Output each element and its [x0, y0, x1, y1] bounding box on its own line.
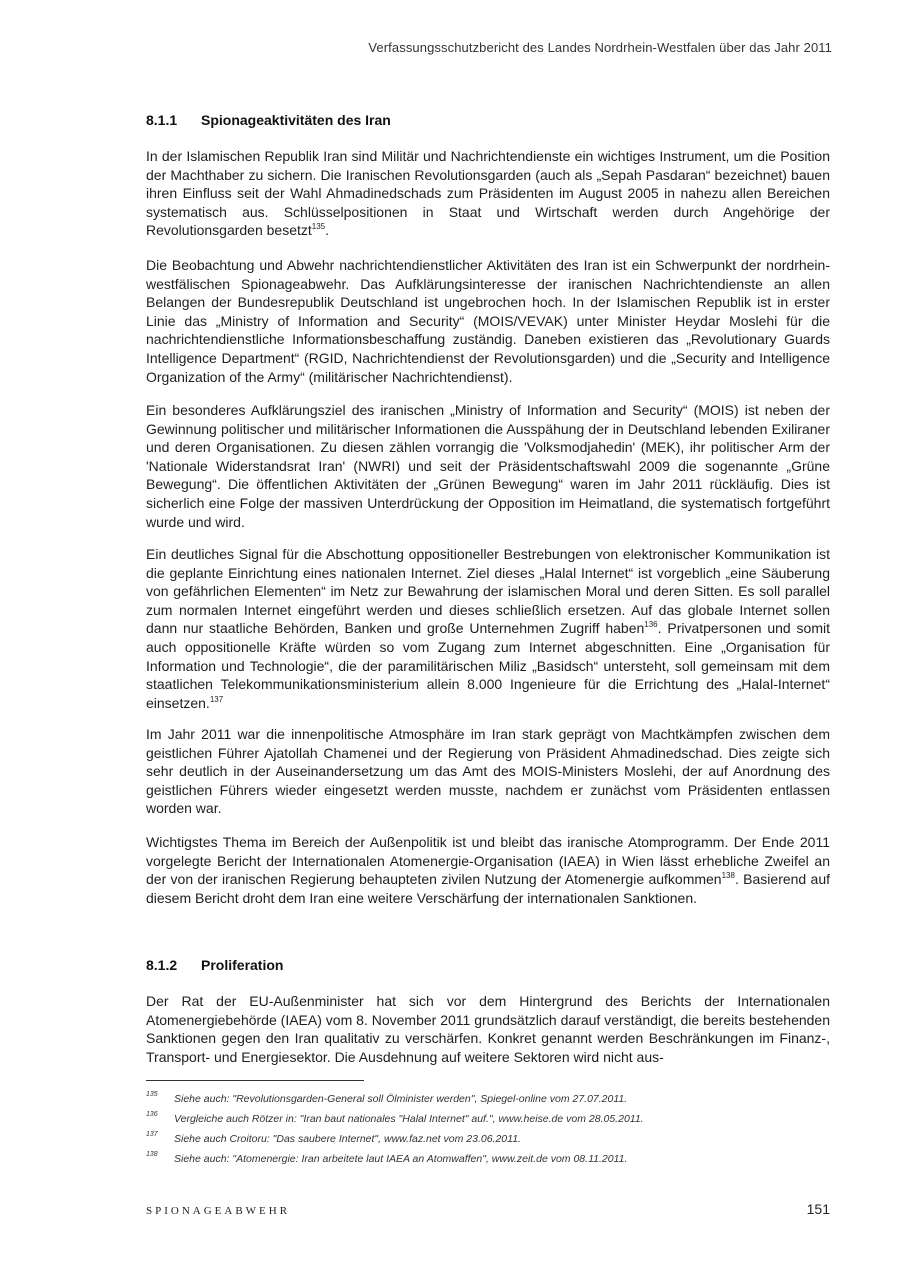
paragraph-4: Ein deutliches Signal für die Abschottung oppositioneller Bestrebungen von elektronischer Kommunikation ist die geplante Einrichtung eines nationalen Internet. Ziel dieses „Halal Internet“ ist vorgeblich „eine Säuberung von gefährlichen Elementen“ im Netz zur Bewahrung der islamischen Moral und deren Sitten. Es soll parallel zum normalen Internet eingeführt werden und dieses schließlich ersetzen. Auf das globale Internet sollen dann nur staatliche Behörden, Banken und große Unternehmen Zugriff haben$^{136}$. Privatpersonen und somit auch oppositionelle Kräfte würden so vom Zugang zum Internet abgeschnitten. Eine „Organisation für Information und Technologie“, die der paramilitärischen Miliz „Basidsch“ untersteht, soll gemeinsam mit dem staatlichen Telekommunikationsministerium allein 8.000 Ingenieure für die Errichtung des „Halal-Internet“ einsetzen.$^{137}$: [146, 546, 830, 711]
section-title: Proliferation: [201, 957, 284, 973]
paragraph-5: Im Jahr 2011 war die innenpolitische Atmosphäre im Iran stark geprägt von Machtkämpfen zwischen dem geistlichen Führer Ajatollah Chamenei und der Regierung von Präsident Ahmadinedschad. Dies zeigte sich sehr deutlich in der Auseinandersetzung um das Amt des MOIS-Ministers Moslehi, der auf Anordnung des geistlichen Führers wieder eingesetzt werden musste, nachdem er zunächst vom Präsidenten entlassen worden war.: [146, 726, 830, 817]
footnote-text: Siehe auch: "Revolutionsgarden-General soll Ölminister werden", Spiegel-online vom 27.07.2011.: [174, 1093, 628, 1105]
footnote: [146, 1112, 830, 1132]
footnote-ref-137: 137: [209, 694, 224, 704]
footnote-ref-135: 135: [311, 222, 326, 232]
section-number: 8.1.1: [146, 112, 178, 128]
footnote-number: 138: [146, 1151, 158, 1158]
footnote: [146, 1132, 830, 1152]
footer-label: SPIONAGEABWEHR: [146, 1205, 291, 1217]
footnotes: [146, 1092, 830, 1172]
footnote-number: 135: [146, 1091, 158, 1098]
section-number: 8.1.2: [146, 957, 178, 973]
footnote-number: 137: [146, 1131, 158, 1138]
section-heading-spionage: [146, 112, 391, 128]
footnote-text: Vergleiche auch Rötzer in: "Iran baut nationales "Halal Internet" auf.", www.heise.de vom 28.05.2011.: [174, 1113, 644, 1125]
footnote-divider: [146, 1080, 364, 1081]
footnote: [146, 1092, 830, 1112]
footnote-ref-138: 138: [721, 871, 735, 881]
page-number: 151: [806, 1201, 830, 1217]
section-heading-proliferation: [146, 957, 283, 973]
footnote-ref-136: 136: [644, 620, 658, 630]
paragraph-7: Der Rat der EU-Außenminister hat sich vor dem Hintergrund des Berichts der Internationalen Atomenergiebehörde (IAEA) vom 8. November 2011 grundsätzlich darauf verständigt, die bereits bestehenden Sanktionen gegen den Iran qualitativ zu verschärfen. Konkret genannt werden Beschränkungen im Finanz-, Transport- und Energiesektor. Die Ausdehnung auf weitere Sektoren wird nicht aus-: [146, 993, 830, 1065]
footnote: [146, 1152, 830, 1172]
footnote-number: 136: [146, 1111, 158, 1118]
section-title: Spionageaktivitäten des Iran: [201, 112, 391, 128]
running-header: Verfassungsschutzbericht des Landes Nordrhein-Westfalen über das Jahr 2011: [368, 40, 832, 55]
paragraph-6: Wichtigstes Thema im Bereich der Außenpolitik ist und bleibt das iranische Atomprogramm. Der Ende 2011 vorgelegte Bericht der Internationalen Atomenergie-Organisation (IAEA) in Wien lässt erhebliche Zweifel an der von der iranischen Regierung behaupteten zivilen Nutzung der Atomenergie aufkommen$^{138}$. Basierend auf diesem Bericht droht dem Iran eine weitere Verschärfung der internationalen Sanktionen.: [146, 834, 830, 906]
footnote-text: Siehe auch Croitoru: "Das saubere Internet", www.faz.net vom 23.06.2011.: [174, 1133, 521, 1145]
footnote-text: Siehe auch: "Atomenergie: Iran arbeitete laut IAEA an Atomwaffen", www.zeit.de vom 08.11.2011.: [174, 1153, 628, 1165]
paragraph-1: In der Islamischen Republik Iran sind Militär und Nachrichtendienste ein wichtiges Instrument, um die Position der Machthaber zu sichern. Die Iranischen Revolutionsgarden (auch als „Sepah Pasdaran“ bezeichnet) bauen ihren Einfluss seit der Wahl Ahmadinedschads zum Präsidenten im August 2005 in nahezu allen Bereichen systematisch aus. Schlüsselpositionen in Staat und Wirtschaft werden durch Angehörige der Revolutionsgarden besetzt$^{135}$.: [146, 148, 830, 239]
paragraph-2: Die Beobachtung und Abwehr nachrichtendienstlicher Aktivitäten des Iran ist ein Schwerpunkt der nordrhein-westfälischen Spionageabwehr. Das Aufklärungsinteresse der iranischen Nachrichtendienste an allen Belangen der Bundesrepublik Deutschland ist ungebrochen hoch. In der Islamischen Republik ist in erster Linie das „Ministry of Information and Security“ (MOIS/VEVAK) unter Minister Heydar Moslehi für die nachrichtendienstliche Informationsbeschaffung zuständig. Daneben existieren das „Revolutionary Guards Intelligence Department“ (RGID, Nachrichtendienst der Revolutionsgarden) und die „Security and Intelligence Organization of the Army“ (militärischer Nachrichtendienst).: [146, 257, 830, 385]
paragraph-3: Ein besonderes Aufklärungsziel des iranischen „Ministry of Information and Security“ (MOIS) ist neben der Gewinnung politischer und militärischer Informationen die Ausspähung der in Deutschland lebenden Exiliraner und deren Organisationen. Zu diesen zählen vorrangig die 'Volksmodjahedin' (MEK), ihr politischer Arm der 'Nationale Widerstandsrat Iran' (NWRI) und seit der Präsidentschaftswahl 2009 die sogenannte „Grüne Bewegung“. Die öffentlichen Aktivitäten der „Grünen Bewegung“ waren im Jahr 2011 rückläufig. Dies ist sicherlich eine Folge der massiven Unterdrückung der Opposition im Heimatland, die systematisch fortgeführt wurde und wird.: [146, 402, 830, 530]
